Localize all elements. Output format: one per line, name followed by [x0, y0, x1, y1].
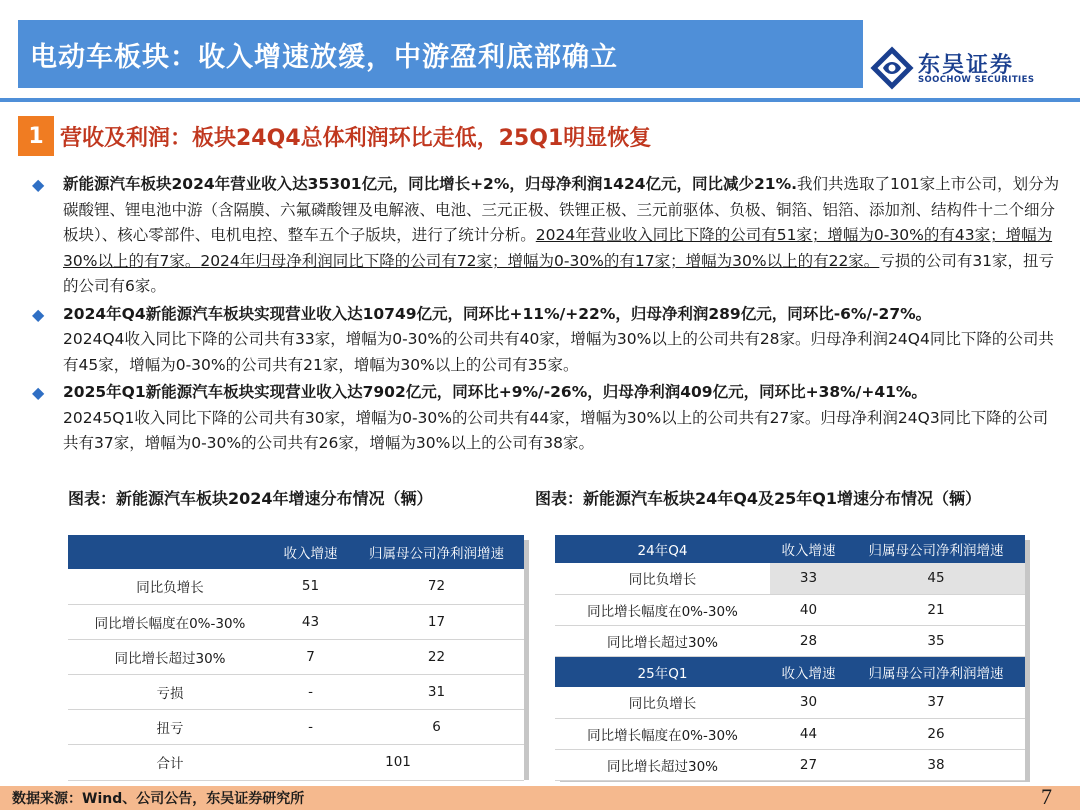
bullet-underlined-text: 2024年归母净利润同比下降的公司有72家；增幅为0-30%的有17家；增幅为30%以上的有22家。: [200, 251, 880, 270]
table-row: [555, 563, 1025, 594]
table-header-cell: 归属母公司净利润增速: [847, 535, 1025, 563]
table-row: [555, 687, 1025, 718]
bullet-text: 亏损的公司有31家，扭亏的公司有6家。: [63, 251, 1055, 295]
logo-text-cn: 东吴证券: [918, 53, 1015, 78]
table-cell: 21: [847, 594, 1025, 625]
table-cell: 72: [349, 569, 524, 604]
table-header-cell: 收入增速: [770, 656, 847, 687]
table-cell: 27: [770, 749, 847, 780]
bullet-text: 2024Q4收入同比下降的公司共有33家，增幅为0-30%的公司共有40家，增幅为30%以上的公司共有28家。归母净利润24Q4同比下降的公司共有45家，增幅为0-30%的公司共有21家，增幅为30%以上的公司有35家。: [63, 330, 1054, 374]
table-cell: 43: [272, 604, 349, 639]
table-cell: 6: [349, 709, 524, 744]
table-row: [68, 709, 524, 744]
row-label: 扭亏: [68, 709, 272, 744]
table-cell: 44: [770, 718, 847, 749]
table-cell: 40: [770, 594, 847, 625]
row-label: 同比增长超过30%: [68, 639, 272, 674]
bullet-item: [30, 380, 1060, 457]
bullet-text: 我们共选取了101家上市公司，划分为碳酸锂、锂电池中游（含隔膜、六氟磷酸锂及电解液、电池、三元正极、铁锂正极、三元前驱体、负极、铜箔、铝箔、添加剂、结构件十二个细分板块）、核心零部件、电机电控、整车五个子版块，进行了统计分析。: [63, 175, 1060, 244]
period-header: 24年Q4: [555, 535, 770, 563]
table-row: [68, 604, 524, 639]
table-cell: 28: [770, 625, 847, 656]
table-cell: 7: [272, 639, 349, 674]
row-label: 同比增长超过30%: [555, 749, 770, 780]
section-title: 营收及利润：板块24Q4总体利润环比走低，25Q1明显恢复: [60, 125, 652, 151]
table-header-cell: 收入增速: [272, 535, 349, 569]
table-header-row: [555, 656, 1025, 687]
bullet-list: [30, 172, 1060, 459]
row-label: 同比增长幅度在0%-30%: [555, 718, 770, 749]
row-label: 同比负增长: [68, 569, 272, 604]
table-cell: 37: [847, 687, 1025, 718]
table1-title: 图表：新能源汽车板块2024年增速分布情况（辆）: [68, 489, 433, 508]
table-cell: 31: [349, 674, 524, 709]
table-cell: 22: [349, 639, 524, 674]
row-label: 同比增长幅度在0%-30%: [555, 594, 770, 625]
page-number: 7: [1041, 784, 1052, 809]
section-number: 1: [18, 116, 54, 156]
row-label: 同比负增长: [555, 687, 770, 718]
table-cell: 33: [770, 563, 847, 594]
table-cell: -: [272, 674, 349, 709]
period-header: 25年Q1: [555, 656, 770, 687]
table-header-cell: [68, 535, 272, 569]
table-header-cell: 归属母公司净利润增速: [349, 535, 524, 569]
bullet-bold-text: 2025年Q1新能源汽车板块实现营业收入达7902亿元，同环比+9%/-26%，归母净利润409亿元，同环比+38%/+41%。: [63, 383, 927, 401]
table-row: [555, 749, 1025, 780]
table-row: [555, 625, 1025, 656]
title-bar: [18, 20, 863, 88]
row-label: 同比增长超过30%: [555, 625, 770, 656]
table-cell: 26: [847, 718, 1025, 749]
data-source-note: 数据来源：Wind、公司公告，东吴证券研究所: [12, 791, 305, 807]
table-row: [68, 639, 524, 674]
row-label: 同比增长幅度在0%-30%: [68, 604, 272, 639]
table-header-row: [68, 535, 524, 569]
table-row: [555, 594, 1025, 625]
table-cell: 35: [847, 625, 1025, 656]
table-cell: 17: [349, 604, 524, 639]
table-header-cell: 收入增速: [770, 535, 847, 563]
table1: [68, 535, 524, 781]
total-value: 101: [272, 744, 524, 780]
company-logo: [868, 42, 1068, 94]
table-cell: 30: [770, 687, 847, 718]
table-cell: 51: [272, 569, 349, 604]
bullet-text: 20245Q1收入同比下降的公司共有30家，增幅为0-30%的公司共有44家，增幅为30%以上的公司共有27家。归母净利润24Q3同比下降的公司共有37家，增幅为0-30%的公司共有26家，增幅为30%以上的公司有38家。: [63, 408, 1049, 452]
bullet-item: [30, 302, 1060, 379]
diamond-bullet-icon: ◆: [32, 383, 45, 402]
row-label: 亏损: [68, 674, 272, 709]
total-label: 合计: [68, 744, 272, 780]
page-title: 电动车板块：收入增速放缓，中游盈利底部确立: [30, 41, 618, 73]
table-cell: -: [272, 709, 349, 744]
logo-mark-icon: [870, 46, 914, 90]
table2-title: 图表：新能源汽车板块24年Q4及25年Q1增速分布情况（辆）: [535, 489, 982, 508]
bullet-item: [30, 172, 1060, 300]
table-header-row: [555, 535, 1025, 563]
bullet-underlined-text: 2024年营业收入同比下降的公司有51家；增幅为0-30%的有43家；增幅为30%以上的有7家。: [63, 226, 1053, 270]
logo-text-en: SOOCHOW SECURITIES: [918, 75, 1035, 85]
table-header-cell: 归属母公司净利润增速: [847, 656, 1025, 687]
bullet-bold-text: 2024年Q4新能源汽车板块实现营业收入达10749亿元，同环比+11%/+22%，归母净利润289亿元，同环比-6%/-27%。: [63, 304, 932, 323]
diamond-bullet-icon: ◆: [32, 304, 45, 324]
row-label: 同比负增长: [555, 563, 770, 594]
table-cell: 38: [847, 749, 1025, 780]
bullet-bold-text: 新能源汽车板块2024年营业收入达35301亿元，同比增长+2%，归母净利润1424亿元，同比减少21%.: [63, 175, 797, 193]
diamond-bullet-icon: ◆: [32, 175, 45, 194]
table-row: [68, 569, 524, 604]
table-total-row: [68, 744, 524, 780]
header-divider: [0, 98, 1080, 102]
table-row: [68, 674, 524, 709]
table2: [555, 535, 1025, 781]
table-row: [555, 718, 1025, 749]
table-cell: 45: [847, 563, 1025, 594]
